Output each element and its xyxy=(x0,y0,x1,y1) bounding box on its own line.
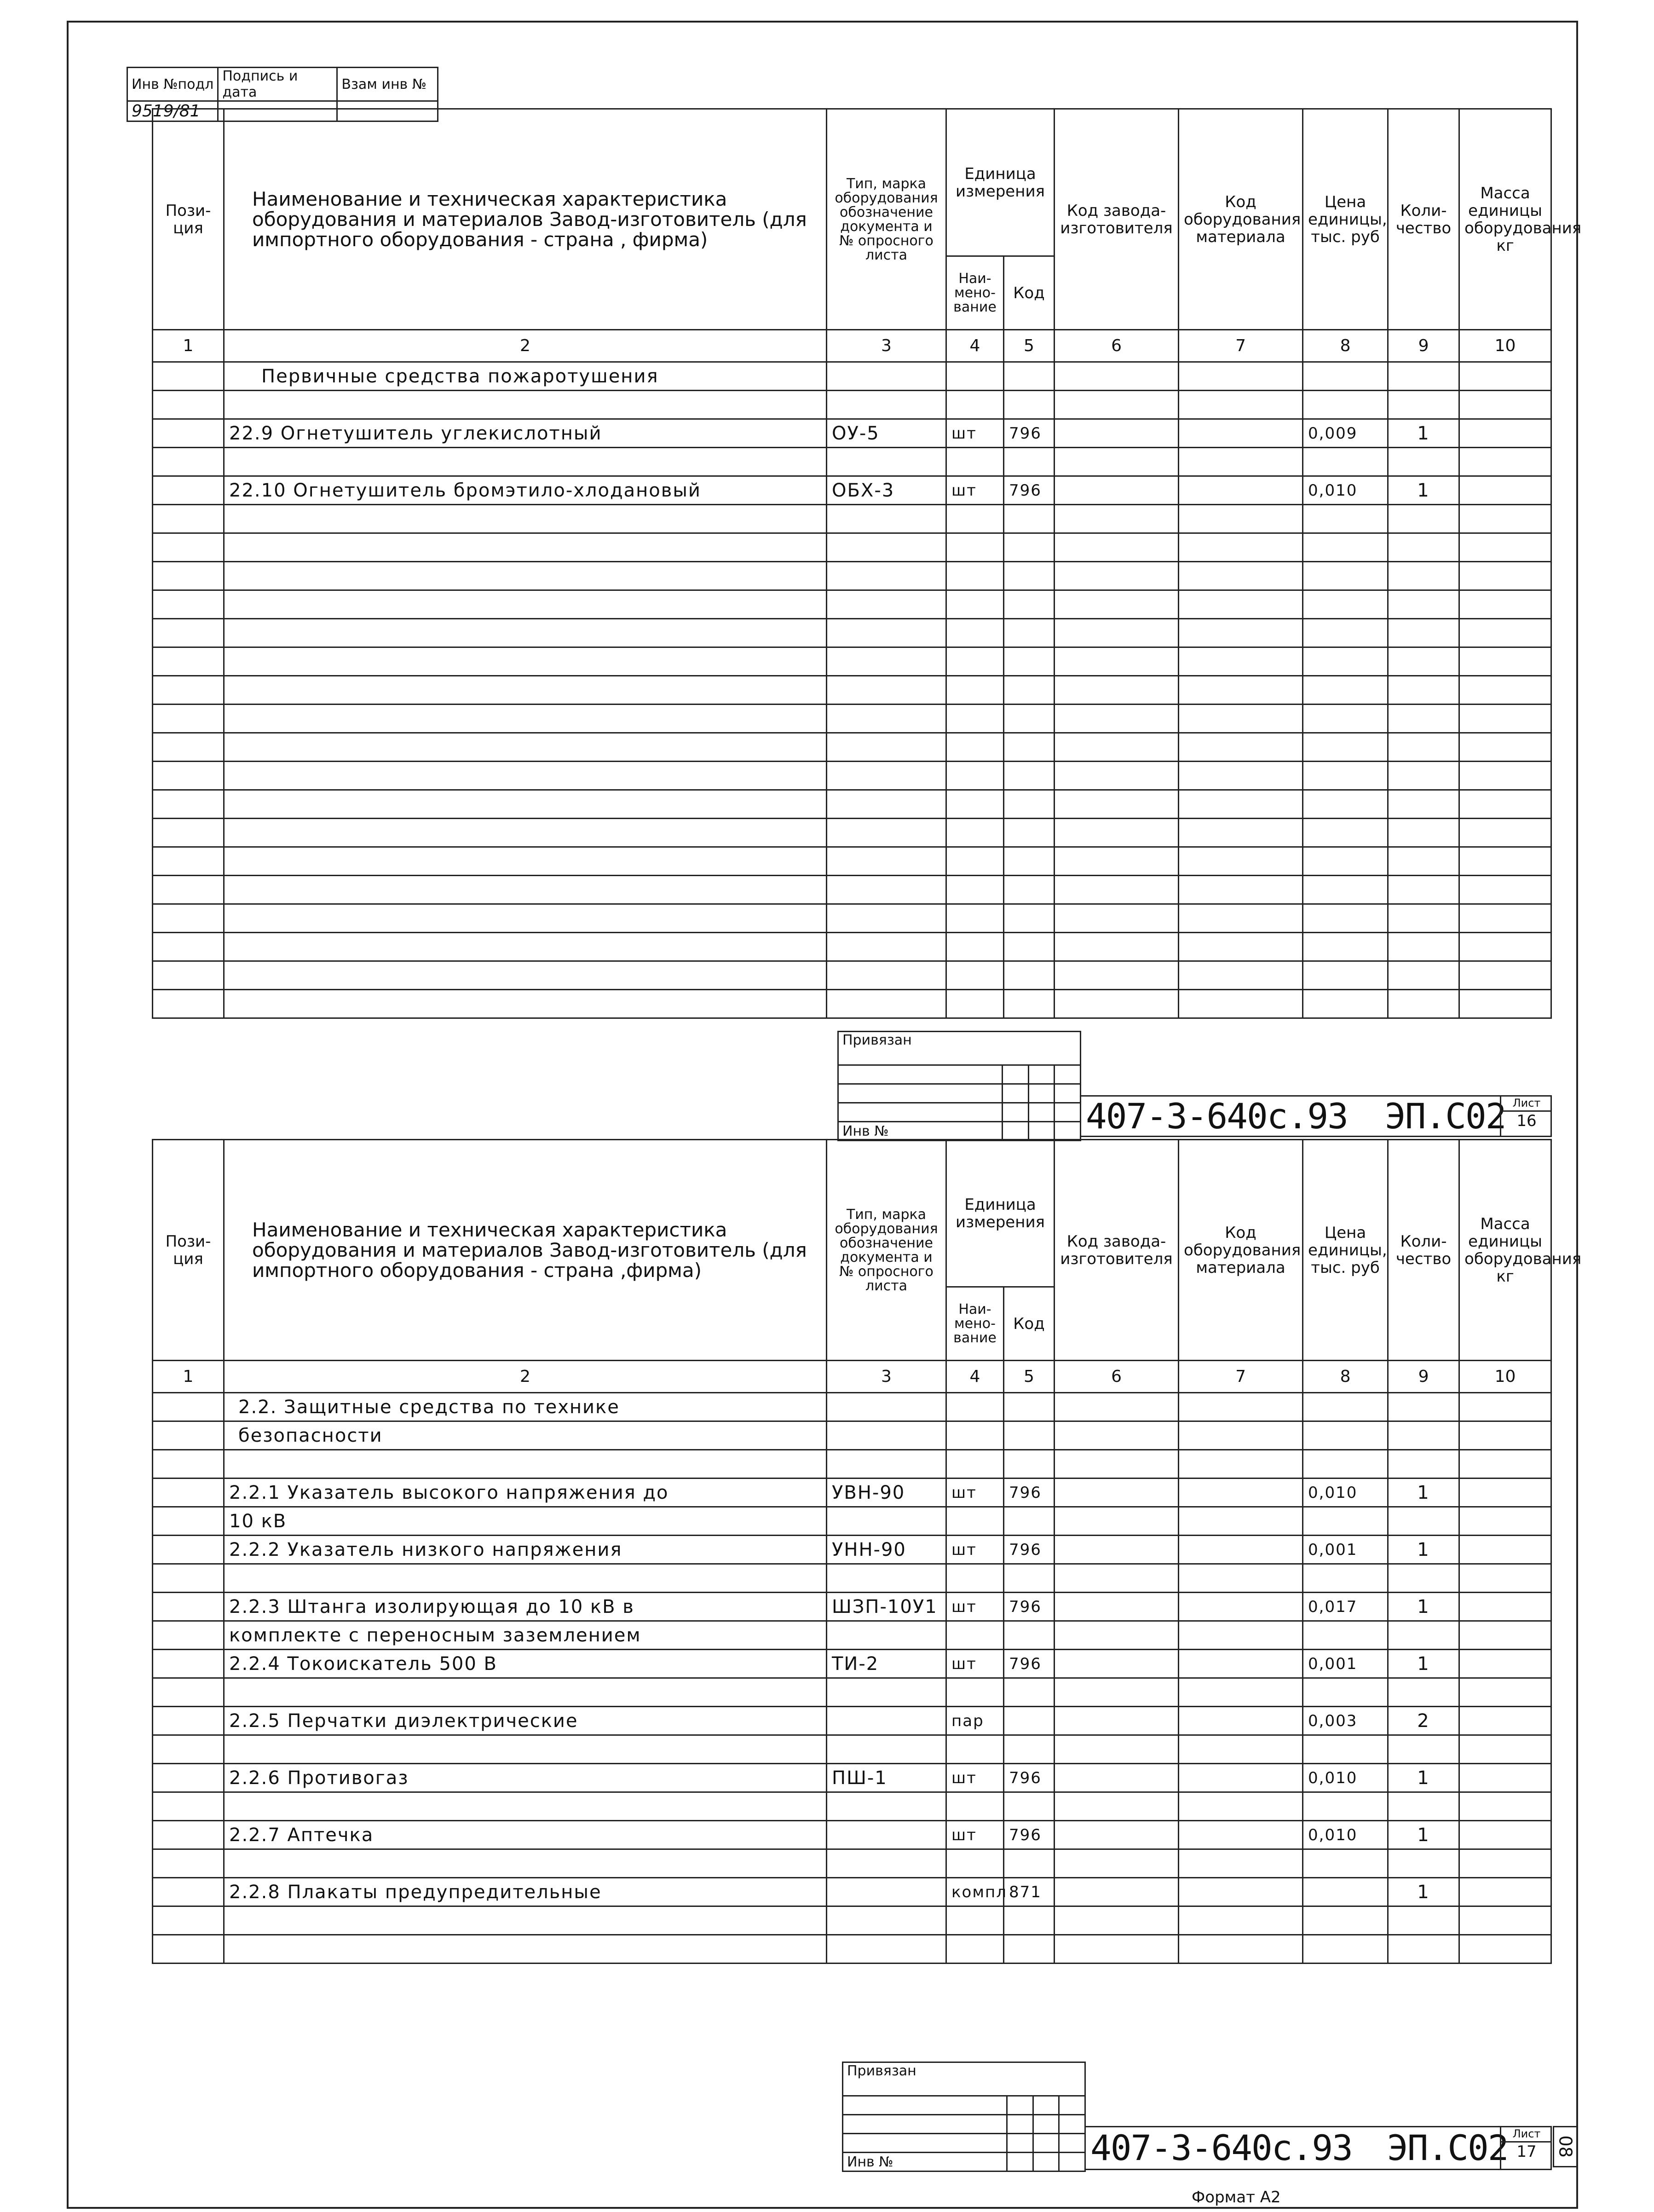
table-row xyxy=(153,676,1551,705)
title-block-2: 407-3-640с.93 ЭП.С02 Лист 17 xyxy=(1086,2126,1552,2170)
table-row xyxy=(153,1906,1551,1935)
list-number: 17 xyxy=(1516,2143,1537,2161)
table-row: комплекте с переносным заземлением xyxy=(153,1621,1551,1650)
header-row: Пози- ция Наименование и техническая характеристика оборудования и материалов Завод-изготовитель (для импортного оборудования - страна ,фирма) Тип, марка оборудования обозначение документа и № опросного листа Единица измерения Код завода-изготовителя Код оборудования материала Цена единицы, тыс. руб Коли-чество Масса единицы оборудования кг xyxy=(153,1140,1551,1287)
table-row xyxy=(153,362,1551,391)
table-row: 2.2.8 Плакаты предупредительные компл 871 1 xyxy=(153,1878,1551,1906)
header-row xyxy=(153,109,1551,256)
table-row xyxy=(153,1678,1551,1707)
table-row xyxy=(153,790,1551,819)
doc-mark: ЭП.С02 xyxy=(1385,1096,1506,1137)
inv-label: Инв №подл xyxy=(127,68,218,101)
hdr-unit-code: Код xyxy=(1004,256,1055,330)
vzam-label: Взам инв № xyxy=(337,68,438,101)
table-row xyxy=(153,961,1551,990)
table-row: 22.9 Огнетушитель углекислотный ОУ-5 шт 796 0,009 1 xyxy=(153,419,1551,448)
side-box: 08 xyxy=(1553,2126,1578,2167)
table-row: 2.2.4 Токоискатель 500 В ТИ-2 шт 796 0,001 1 xyxy=(153,1650,1551,1678)
table-row xyxy=(153,1564,1551,1593)
bind-stamp-2: Привязан Инв № xyxy=(842,2062,1086,2172)
table-row: 22.10 Огнетушитель бромэтило-хлодановый ОБХ-3 шт 796 0,010 1 xyxy=(153,476,1551,505)
hdr-mass: Масса единицы оборудования кг xyxy=(1459,109,1551,330)
table-row xyxy=(153,1935,1551,1964)
table-row xyxy=(153,876,1551,904)
table-row: 10 кВ xyxy=(153,1507,1551,1536)
table-row: 2.2.6 Противогаз ПШ-1 шт 796 0,010 1 xyxy=(153,1764,1551,1792)
table-row xyxy=(153,904,1551,933)
table-row xyxy=(153,533,1551,562)
table-row xyxy=(153,590,1551,619)
hdr-maker: Код завода-изготовителя xyxy=(1055,109,1179,330)
table-row xyxy=(153,619,1551,647)
section-title: 2.2. Защитные средства по технике xyxy=(224,1393,827,1421)
table-row: 2.2.1 Указатель высокого напряжения до УВН-90 шт 796 0,010 1 xyxy=(153,1479,1551,1507)
table-row xyxy=(153,647,1551,676)
spec-table-2: Пози- ция Наименование и техническая характеристика оборудования и материалов Завод-изготовитель (для импортного оборудования - страна ,фирма) Тип, марка оборудования обозначение документа и № опросного листа Единица измерения Код завода-изготовителя Код оборудования материала Цена единицы, тыс. руб Коли-чество Масса единицы оборудования кг Наи-мено-вание Код 1 2 3 4 5 6 7 8 9 10 2.2. Защитные средства по технике безопасности 2.2.1 Указатель высокого напряжения до УВН-90 шт 796 0,010 1 10 кВ 2.2.2 Указатель низкого напряжения УНН-90 шт 796 0,001 1 2.2.3 Штанга изолирующая до 10 кВ в ШЗП-10У1 шт 796 0,017 1 комплекте с переносным заземлением 2.2.4 Токоискатель 500 В ТИ-2 шт 796 0,001 1 2.2.5 Перчатки диэлектрические пар 0,003 2 2.2.6 Противогаз ПШ-1 шт 796 0,010 1 2.2.7 Аптечка шт 796 0,010 1 2.2.8 Плакаты предупредительные компл 871 1 xyxy=(152,1139,1552,1964)
table-row xyxy=(153,847,1551,876)
hdr-qty: Коли-чество xyxy=(1388,109,1459,330)
sign-label: Подпись и дата xyxy=(218,68,337,101)
table-row xyxy=(153,762,1551,790)
table-row xyxy=(153,1792,1551,1821)
title-block-1: 407-3-640с.93 ЭП.С02 Лист 16 xyxy=(1081,1095,1552,1137)
hdr-pos: Пози- ция xyxy=(153,109,224,330)
hdr-unit-name: Наи-мено-вание xyxy=(946,256,1004,330)
format-label: Формат А2 xyxy=(1192,2188,1281,2206)
doc-code: 407-3-640с.93 xyxy=(1086,1096,1348,1137)
list-number: 16 xyxy=(1516,1112,1537,1130)
section-title: Первичные средства пожаротушения xyxy=(224,362,827,391)
table-row xyxy=(153,705,1551,733)
spec-table-1 xyxy=(152,108,1582,1019)
hdr-price: Цена единицы, тыс. руб xyxy=(1303,109,1388,330)
table-row xyxy=(153,505,1551,533)
table-row: 2.2.2 Указатель низкого напряжения УНН-90 шт 796 0,001 1 xyxy=(153,1536,1551,1564)
table-row: 2.2.7 Аптечка шт 796 0,010 1 xyxy=(153,1821,1551,1849)
hdr-equip: Код оборудования материала xyxy=(1179,109,1303,330)
table-row xyxy=(153,933,1551,961)
table-row: 2.2.5 Перчатки диэлектрические пар 0,003 2 xyxy=(153,1707,1551,1735)
number-row: 1 2 3 4 5 6 7 8 9 10 xyxy=(153,330,1551,362)
table-row xyxy=(153,1849,1551,1878)
table-row: 2.2.3 Штанга изолирующая до 10 кВ в ШЗП-10У1 шт 796 0,017 1 xyxy=(153,1593,1551,1621)
hdr-unit: Единица измерения xyxy=(946,109,1055,256)
bind-stamp-1: Привязан Инв № xyxy=(837,1031,1081,1141)
table-row xyxy=(153,990,1551,1018)
table-row xyxy=(153,562,1551,590)
hdr-name: Наименование и техническая характеристика оборудования и материалов Завод-изготовитель (для импортного оборудования - страна , фирма) xyxy=(224,109,827,330)
table-row xyxy=(153,819,1551,847)
table-row xyxy=(153,733,1551,762)
inv-value: 9519/81 xyxy=(127,101,218,121)
table-row xyxy=(153,1735,1551,1764)
hdr-type: Тип, марка оборудования обозначение документа и № опросного листа xyxy=(827,109,946,330)
